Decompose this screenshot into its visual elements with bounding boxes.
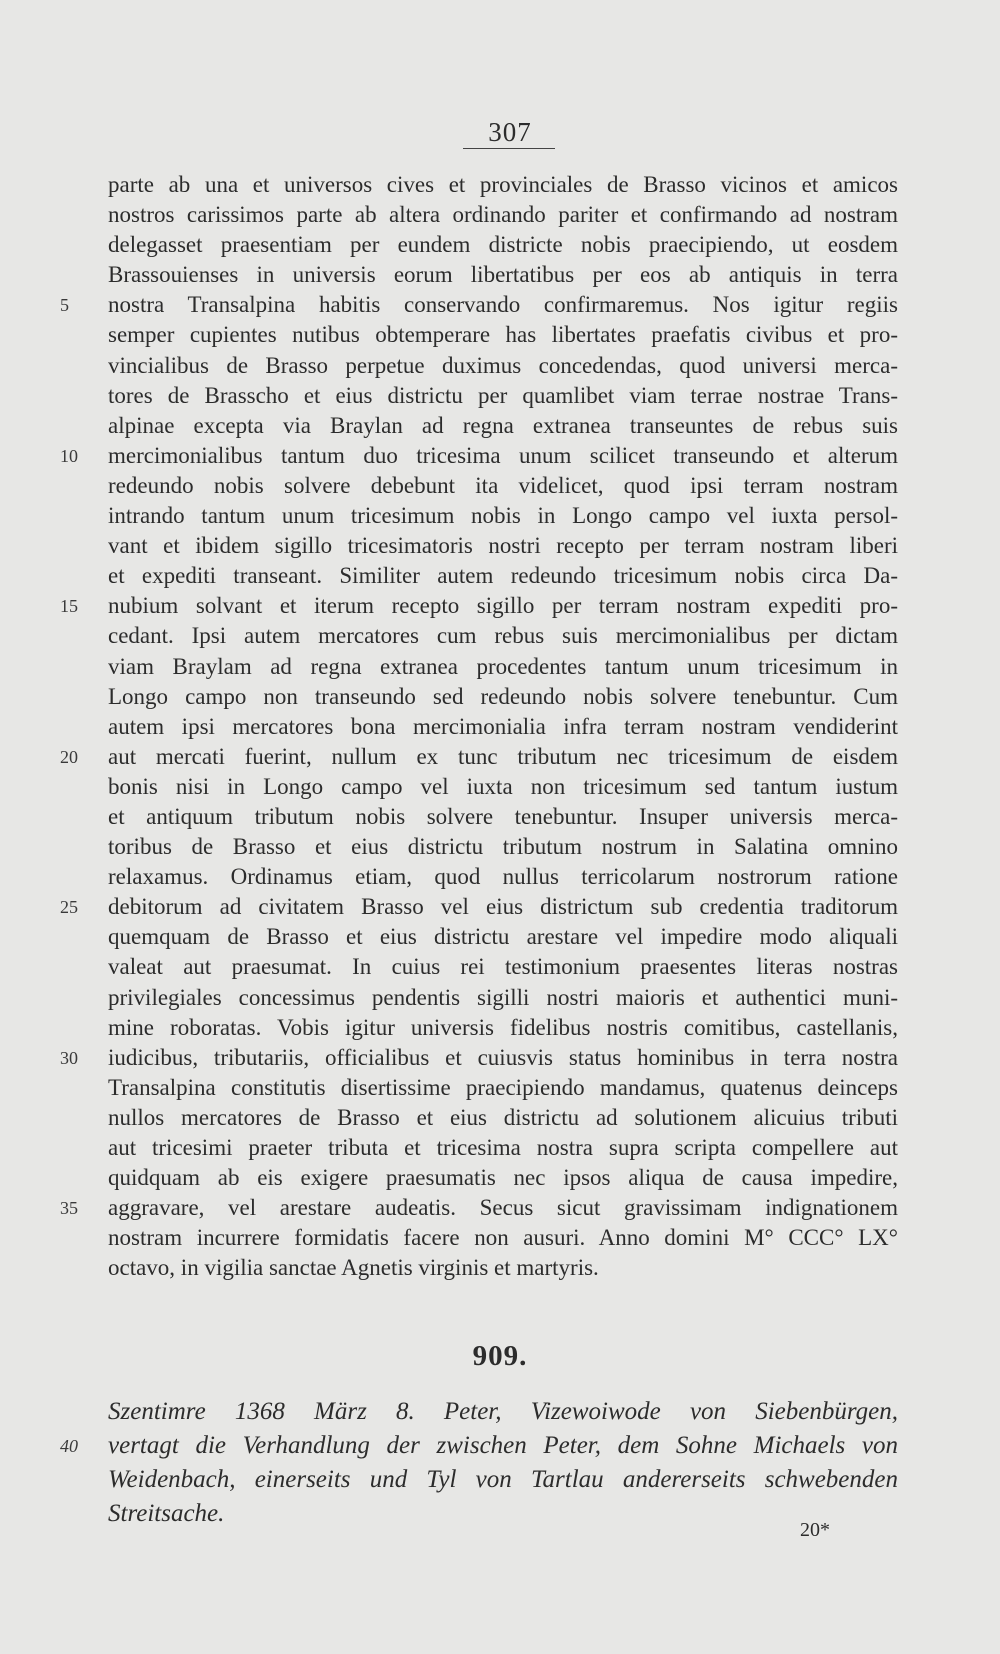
- text-line: [60, 742, 898, 772]
- text-line: [108, 1133, 898, 1163]
- text-line: [108, 230, 898, 260]
- text-line: [108, 1395, 898, 1429]
- line-text: relaxamus. Ordinamus etiam, quod nullus terricolarum nostrorum ratione: [108, 864, 898, 890]
- line-text: cedant. Ipsi autem mercatores cum rebus suis mercimonialibus per dictam: [108, 623, 898, 649]
- text-line: [60, 591, 898, 621]
- line-text: valeat aut praesumat. In cuius rei testimonium praesentes literas nostras: [108, 954, 898, 980]
- line-text: vincialibus de Brasso perpetue duximus concedendas, quod universi merca-: [108, 352, 898, 378]
- text-line: [108, 1013, 898, 1043]
- line-number: 25: [60, 897, 78, 918]
- line-text: debitorum ad civitatem Brasso vel eius districtum sub credentia traditorum: [108, 894, 898, 920]
- line-text: Brassouienses in universis eorum libertatibus per eos ab antiquis in terra: [108, 262, 898, 288]
- line-text: aut tricesimi praeter tributa et tricesima nostra supra scripta compellere aut: [108, 1135, 898, 1160]
- line-text: bonis nisi in Longo campo vel iuxta non tricesimum sed tantum iustum: [108, 773, 898, 799]
- text-line: [108, 531, 898, 561]
- line-text: nostros carissimos parte ab altera ordinando pariter et confirmando ad nostram: [108, 202, 898, 228]
- text-line: [108, 501, 898, 531]
- line-text: tores de Brasscho et eius districtu per quamlibet viam terrae nostrae Trans-: [108, 382, 898, 408]
- line-text: et antiquum tributum nobis solvere tenebuntur. Insuper universis merca-: [108, 803, 898, 829]
- text-line: [108, 170, 898, 200]
- line-text: Streitsache.: [108, 1500, 225, 1527]
- line-number: 20: [60, 746, 78, 767]
- line-number: 5: [60, 295, 69, 316]
- line-text: nullos mercatores de Brasso et eius districtu ad solutionem alicuius tributi: [108, 1104, 898, 1130]
- text-line: [108, 471, 898, 501]
- line-text: mine roboratas. Vobis igitur universis fidelibus nostris comitibus, castellanis,: [108, 1014, 898, 1040]
- line-text: Weidenbach, einerseits und Tyl von Tartlau andererseits schwebenden: [108, 1466, 898, 1493]
- text-line: [108, 320, 898, 350]
- text-line: [108, 952, 898, 982]
- text-line: [108, 1223, 898, 1253]
- line-text: quemquam de Brasso et eius districtu arestare vel impedire modo aliquali: [108, 924, 898, 950]
- text-line: [108, 200, 898, 230]
- line-text: mercimonialibus tantum duo tricesima unum scilicet transeundo et alterum: [108, 442, 898, 468]
- line-text: aggravare, vel arestare audeatis. Secus sicut gravissimam indignationem: [108, 1195, 898, 1221]
- text-line: [108, 621, 898, 651]
- line-text: semper cupientes nutibus obtemperare has libertates praefatis civibus et pro-: [108, 322, 898, 348]
- text-line: [108, 832, 898, 862]
- text-line: [108, 1103, 898, 1133]
- line-text: redeundo nobis solvere debebunt ita videlicet, quod ipsi terram nostram: [108, 472, 898, 498]
- text-line: [60, 441, 898, 471]
- line-text: aut mercati fuerint, nullum ex tunc tributum nec tricesimum de eisdem: [108, 743, 898, 769]
- document-number: 909.: [472, 1340, 528, 1372]
- text-line: [108, 712, 898, 742]
- text-line: [108, 682, 898, 712]
- line-number: 30: [60, 1047, 78, 1068]
- line-text: vertagt die Verhandlung der zwischen Peter, dem Sohne Michaels von: [108, 1432, 898, 1459]
- text-line: [108, 922, 898, 952]
- text-line: [108, 1073, 898, 1103]
- line-number: 40: [60, 1436, 78, 1456]
- text-line: [60, 1429, 898, 1463]
- text-line: [108, 260, 898, 290]
- text-line: [108, 652, 898, 682]
- line-number: 10: [60, 445, 78, 466]
- line-text: intrando tantum unum tricesimum nobis in Longo campo vel iuxta persol-: [108, 503, 898, 529]
- line-text: Transalpina constitutis disertissime praecipiendo mandamus, quatenus deinceps: [108, 1074, 898, 1100]
- text-line: [108, 802, 898, 832]
- text-line: [108, 1463, 898, 1497]
- text-line: [108, 1163, 898, 1193]
- line-text: toribus de Brasso et eius districtu tributum nostrum in Salatina omnino: [108, 834, 898, 860]
- line-text: Longo campo non transeundo sed redeundo nobis solvere tenebuntur. Cum: [108, 683, 898, 709]
- latin-charter-text: [60, 170, 898, 1283]
- text-line: [60, 1193, 898, 1223]
- line-text: alpinae excepta via Braylan ad regna extranea transeuntes de rebus suis: [108, 412, 898, 438]
- line-text: parte ab una et universos cives et provinciales de Brasso vicinos et amicos: [108, 172, 898, 197]
- text-line: [108, 983, 898, 1013]
- line-text: viam Braylam ad regna extranea procedentes tantum unum tricesimum in: [108, 653, 898, 679]
- text-line: [108, 1497, 898, 1531]
- line-text: privilegiales concessimus pendentis sigilli nostri maioris et authentici muni-: [108, 984, 898, 1010]
- text-line: [108, 561, 898, 591]
- regest-summary: [60, 1395, 898, 1531]
- line-text: nostra Transalpina habitis conservando confirmaremus. Nos igitur regiis: [108, 292, 898, 318]
- line-text: quidquam ab eis exigere praesumatis nec ipsos aliqua de causa impedire,: [108, 1165, 898, 1191]
- line-text: autem ipsi mercatores bona mercimonialia infra terram nostram vendiderint: [108, 713, 898, 739]
- text-line: [60, 1043, 898, 1073]
- page-number: 307: [488, 117, 532, 147]
- page-number-rule: [463, 148, 555, 149]
- line-text: et expediti transeant. Similiter autem redeundo tricesimum nobis circa Da-: [108, 563, 898, 589]
- sheet-signature: 20*: [800, 1519, 830, 1541]
- text-line: [108, 1253, 898, 1283]
- line-text: Szentimre 1368 März 8. Peter, Vizewoiwode von Siebenbürgen,: [108, 1398, 898, 1425]
- text-line: [108, 411, 898, 441]
- line-text: nostram incurrere formidatis facere non ausuri. Anno domini M° CCC° LX°: [108, 1225, 898, 1251]
- line-text: iudicibus, tributariis, officialibus et cuiusvis status hominibus in terra nostra: [108, 1044, 898, 1070]
- text-line: [60, 290, 898, 320]
- text-line: [60, 892, 898, 922]
- text-line: [108, 381, 898, 411]
- line-number: 15: [60, 596, 78, 617]
- line-text: vant et ibidem sigillo tricesimatoris nostri recepto per terram nostram liberi: [108, 533, 898, 559]
- text-line: [108, 351, 898, 381]
- text-line: [108, 772, 898, 802]
- line-number: 35: [60, 1198, 78, 1219]
- line-text: nubium solvant et iterum recepto sigillo per terram nostram expediti pro-: [108, 593, 898, 619]
- line-text: delegasset praesentiam per eundem districte nobis praecipiendo, ut eosdem: [108, 232, 898, 258]
- text-line: [108, 862, 898, 892]
- line-text: octavo, in vigilia sanctae Agnetis virginis et martyris.: [108, 1255, 599, 1281]
